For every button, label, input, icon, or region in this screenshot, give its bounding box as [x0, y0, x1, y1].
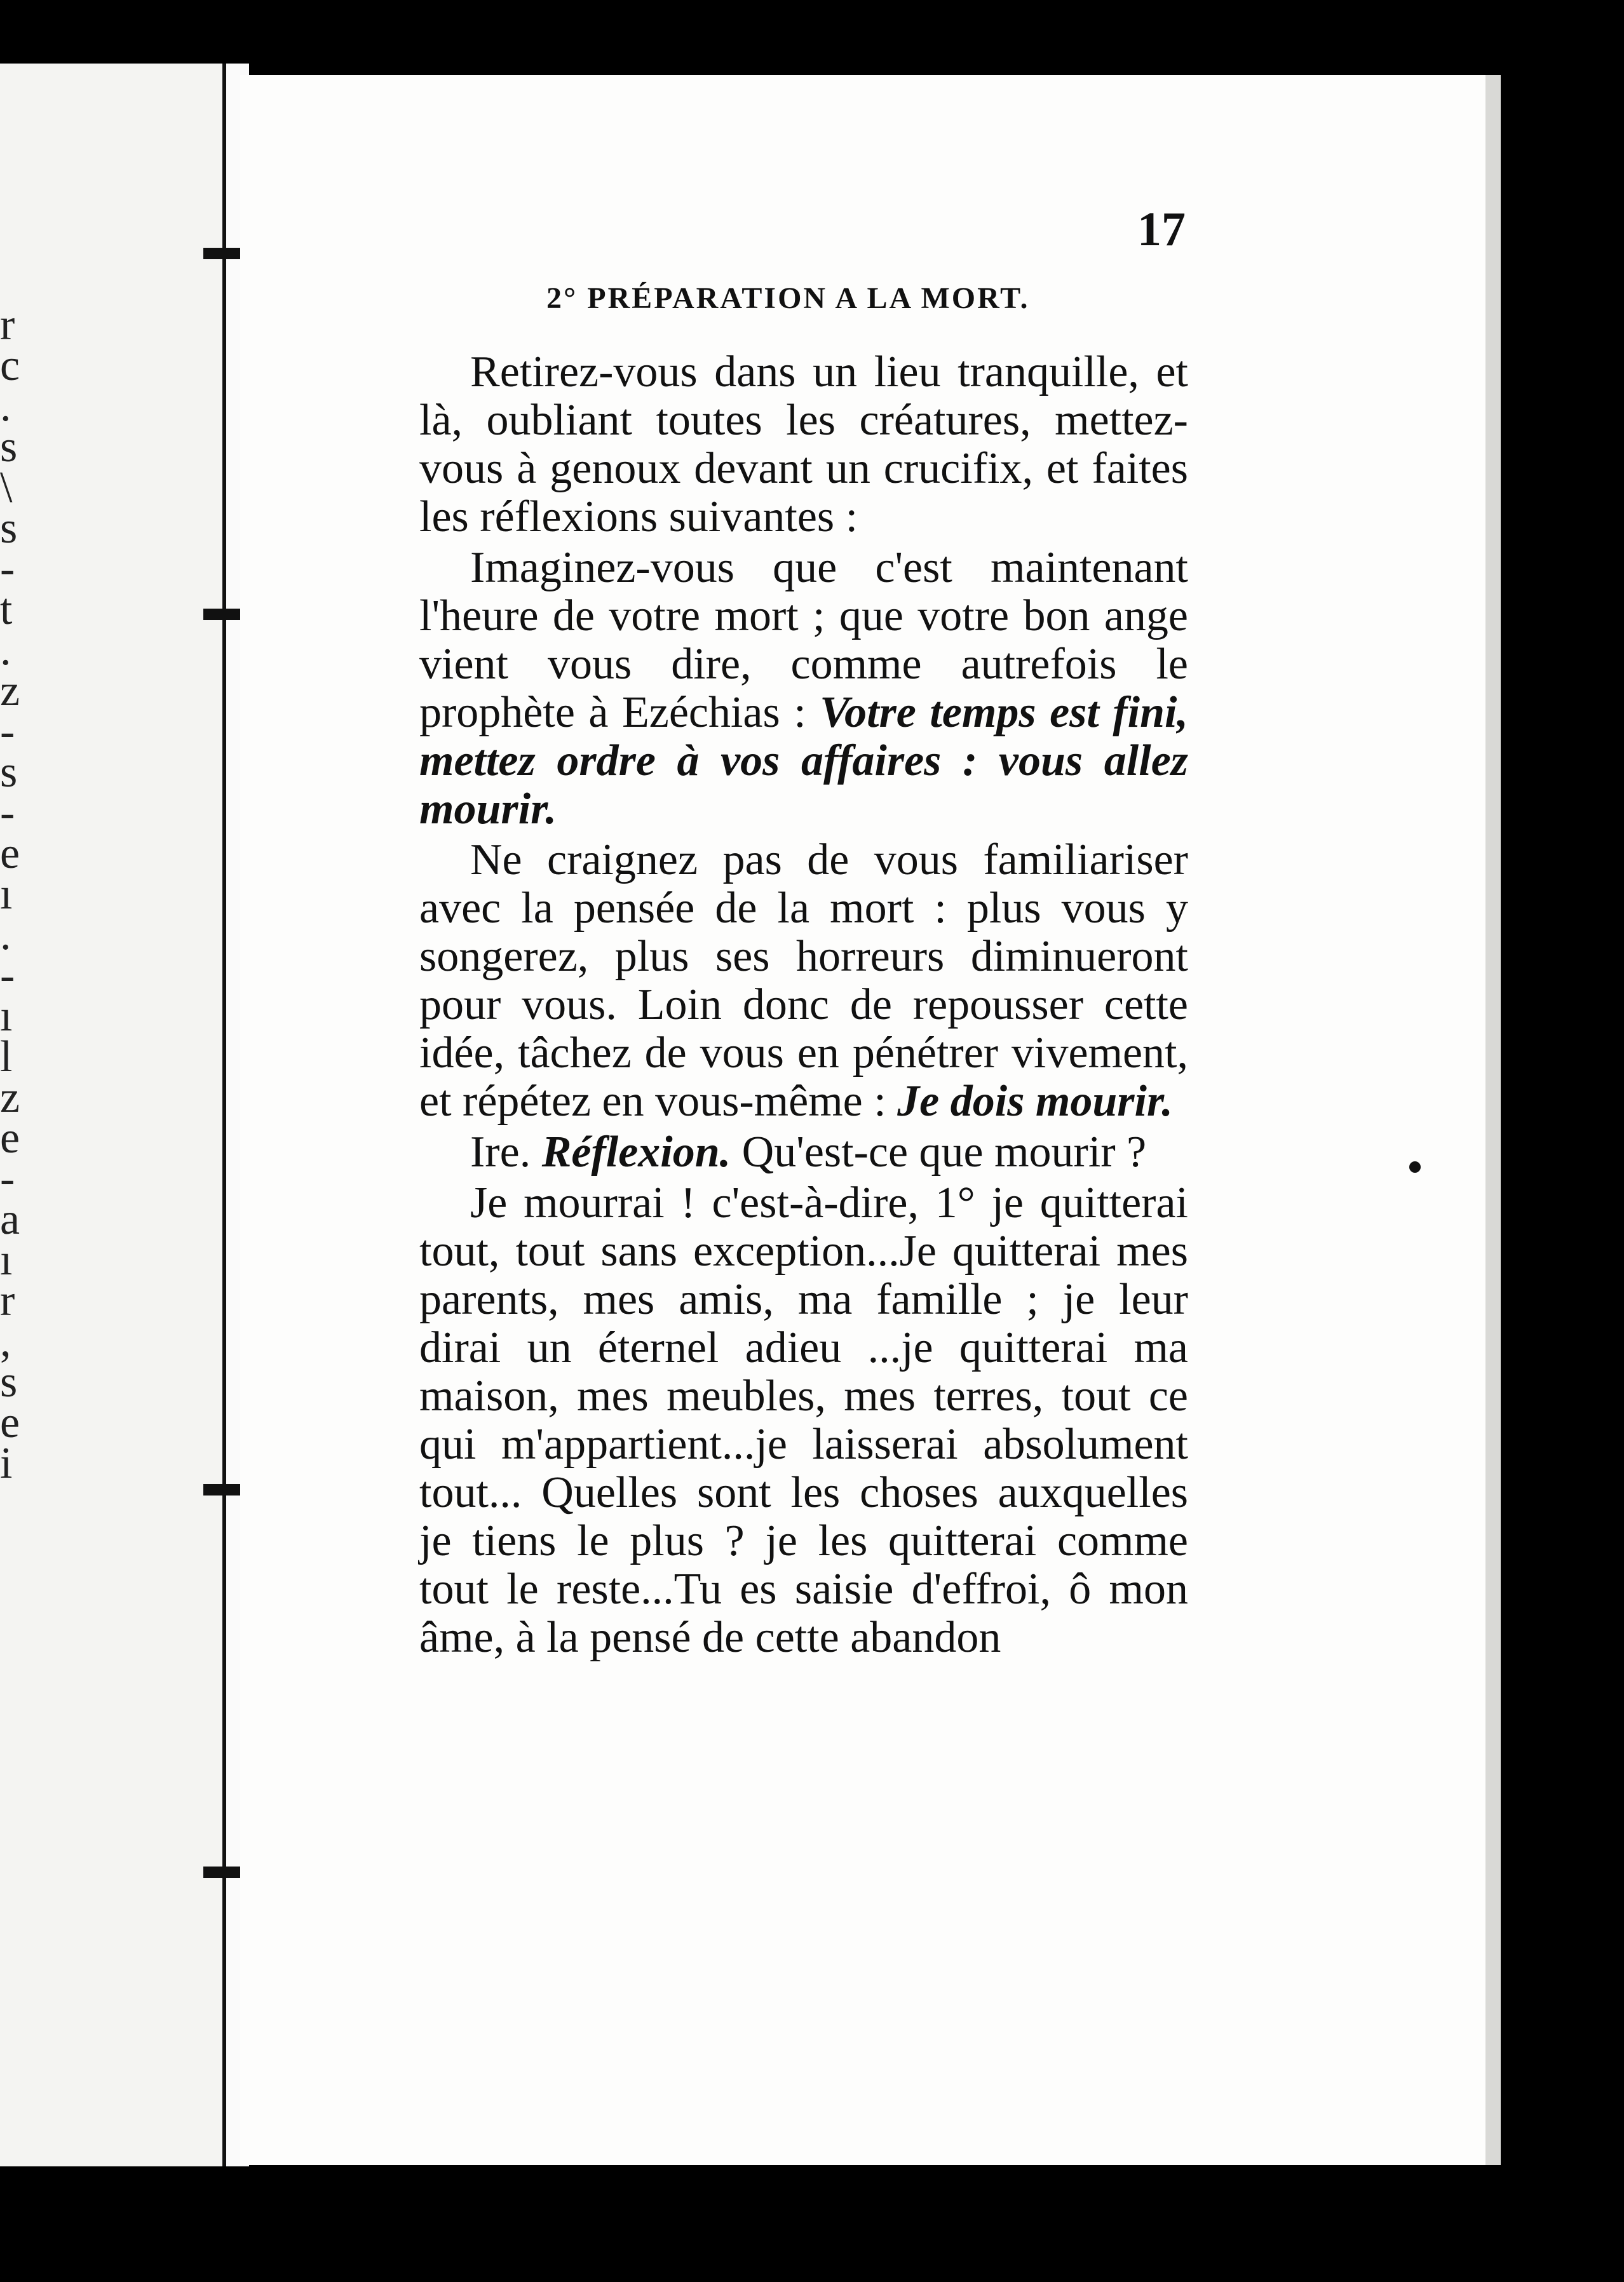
paragraph [419, 544, 1188, 834]
body-text [419, 348, 1188, 1662]
paragraph [419, 836, 1188, 1126]
ink-speck [1409, 1161, 1421, 1173]
section-heading-italic: Réflexion. [541, 1128, 731, 1177]
text-run: Ire. [470, 1128, 542, 1177]
paragraph [419, 1179, 1188, 1662]
text-run: Je mourrai ! c'est-à-dire, 1° je quitterai tout, tout sans exception...Je quitterai mes parents, mes amis, ma famille ; je leur dirai un éternel adieu ...je quitterai ma maison, mes meubles, mes terres, tout ce qui m'appartient...je laisserai absolument tout... Quelles sont les choses auxquelles je tiens le plus ? je les quitterai comme tout le reste...Tu es saisie d'effroi, ô mon âme, à la pensé de cette abandon [419, 1178, 1188, 1662]
italic-quote: Votre temps est fini, mettez ordre à vos affaires : vous allez mourir. [419, 688, 1189, 834]
paragraph [419, 348, 1188, 541]
text-run: Ne craignez pas de vous familiariser avec la pensée de la mort : plus vous y songerez, plus ses horreurs diminueront pour vous. Loin donc de repousser cette idée, tâchez de vous en pénétrer vivement, et répétez en vous-même : [419, 835, 1188, 1126]
text-run: Imaginez-vous que c'est maintenant l'heure de votre mort ; que votre bon ange vient vous dire, comme autrefois le prophète à Ezéchias : [419, 543, 1188, 737]
italic-quote: Je dois mourir. [897, 1077, 1173, 1126]
page-number: 17 [1137, 203, 1186, 256]
paragraph [419, 1128, 1188, 1177]
running-header: 2° PRÉPARATION A LA MORT. [546, 281, 1030, 315]
left-page-fragment [0, 64, 234, 2166]
left-page-text-fragment: r c . s \ s - t . z - s - e ı . - ı l z e - a ı r , s e i [0, 300, 20, 1488]
text-run: Retirez-vous dans un lieu tranquille, et là, oubliant toutes les créatures, mettez-vous à genoux devant un crucifix, et faites les réflexions suivantes : [419, 348, 1188, 541]
text-run: Qu'est-ce que mourir ? [731, 1128, 1147, 1177]
